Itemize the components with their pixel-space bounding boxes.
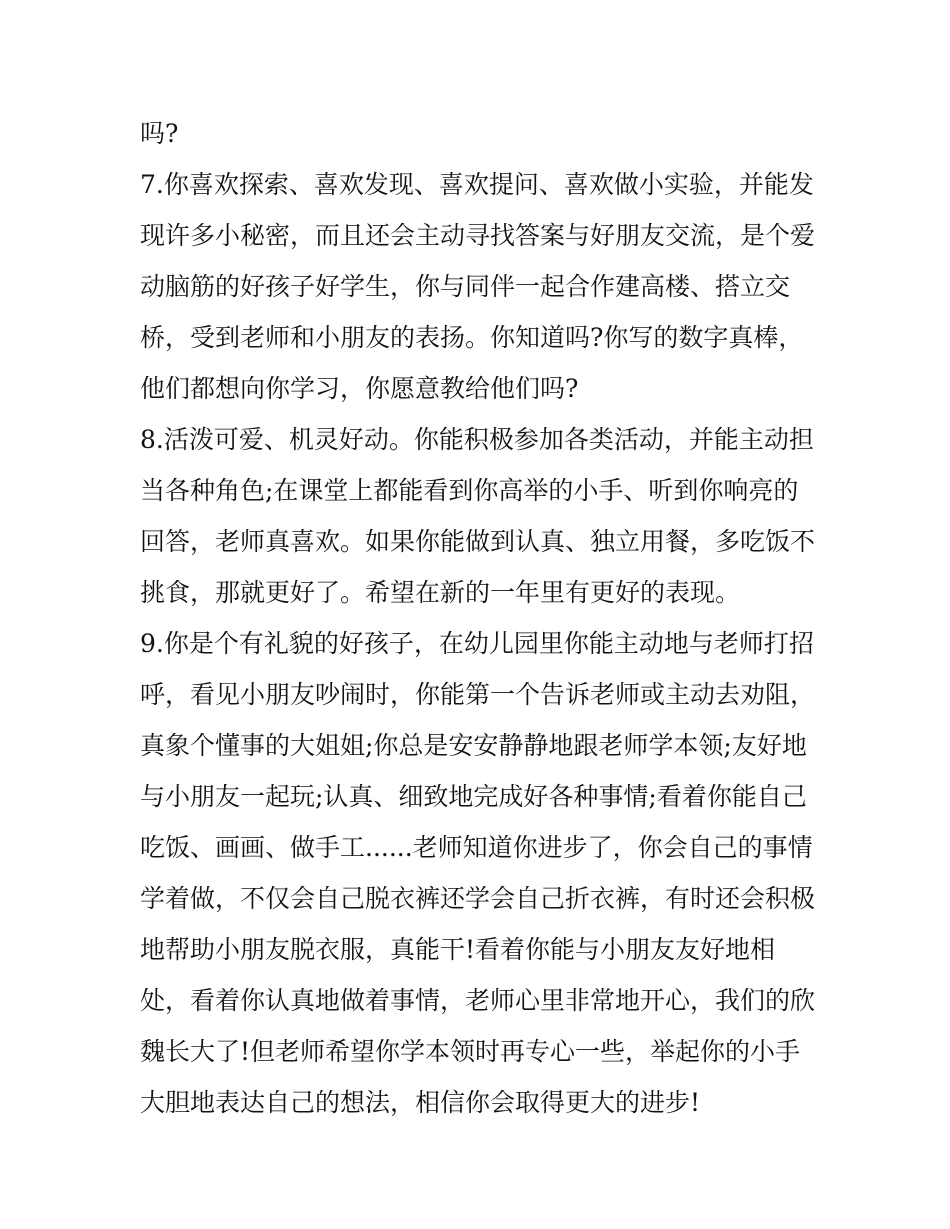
text-line: 与小朋友一起玩;认真、细致地完成好各种事情;看着你能自己 bbox=[140, 782, 807, 811]
text-line: 挑食，那就更好了。希望在新的一年里有更好的表现。 bbox=[140, 578, 741, 607]
text-line: 处，看着你认真地做着事情，老师心里非常地开心，我们的欣 bbox=[140, 986, 816, 1015]
text-line: 当各种角色;在课堂上都能看到你高举的小手、听到你响亮的 bbox=[140, 476, 799, 505]
text-line: 真象个懂事的大姐姐;你总是安安静静地跟老师学本领;友好地 bbox=[140, 731, 807, 760]
text-line: 动脑筋的好孩子好学生，你与同伴一起合作建高楼、搭立交 bbox=[140, 272, 791, 301]
text-line: 他们都想向你学习，你愿意教给他们吗? bbox=[140, 374, 579, 403]
text-line: 7.你喜欢探索、喜欢发现、喜欢提问、喜欢做小实验，并能发 bbox=[140, 170, 814, 199]
text-line: 地帮助小朋友脱衣服，真能干!看着你能与小朋友友好地相 bbox=[140, 935, 776, 964]
text-line: 吗? bbox=[140, 119, 179, 148]
text-line: 学着做，不仅会自己脱衣裤还学会自己折衣裤，有时还会积极 bbox=[140, 884, 816, 913]
text-line: 9.你是个有礼貌的好孩子，在幼儿园里你能主动地与老师打招 bbox=[140, 629, 814, 658]
document-body bbox=[140, 108, 830, 1128]
text-line: 呼，看见小朋友吵闹时，你能第一个告诉老师或主动去劝阻， bbox=[140, 680, 816, 709]
text-line: 大胆地表达自己的想法，相信你会取得更大的进步! bbox=[140, 1088, 701, 1117]
text-line: 回答，老师真喜欢。如果你能做到认真、独立用餐，多吃饭不 bbox=[140, 527, 816, 556]
text-line: 8.活泼可爱、机灵好动。你能积极参加各类活动，并能主动担 bbox=[140, 425, 814, 454]
text-line: 现许多小秘密，而且还会主动寻找答案与好朋友交流，是个爱 bbox=[140, 221, 816, 250]
text-line: 吃饭、画画、做手工......老师知道你进步了，你会自己的事情 bbox=[140, 833, 813, 862]
text-line: 魏长大了!但老师希望你学本领时再专心一些，举起你的小手 bbox=[140, 1037, 801, 1066]
text-line: 桥，受到老师和小朋友的表扬。你知道吗?你写的数字真棒， bbox=[140, 323, 804, 352]
